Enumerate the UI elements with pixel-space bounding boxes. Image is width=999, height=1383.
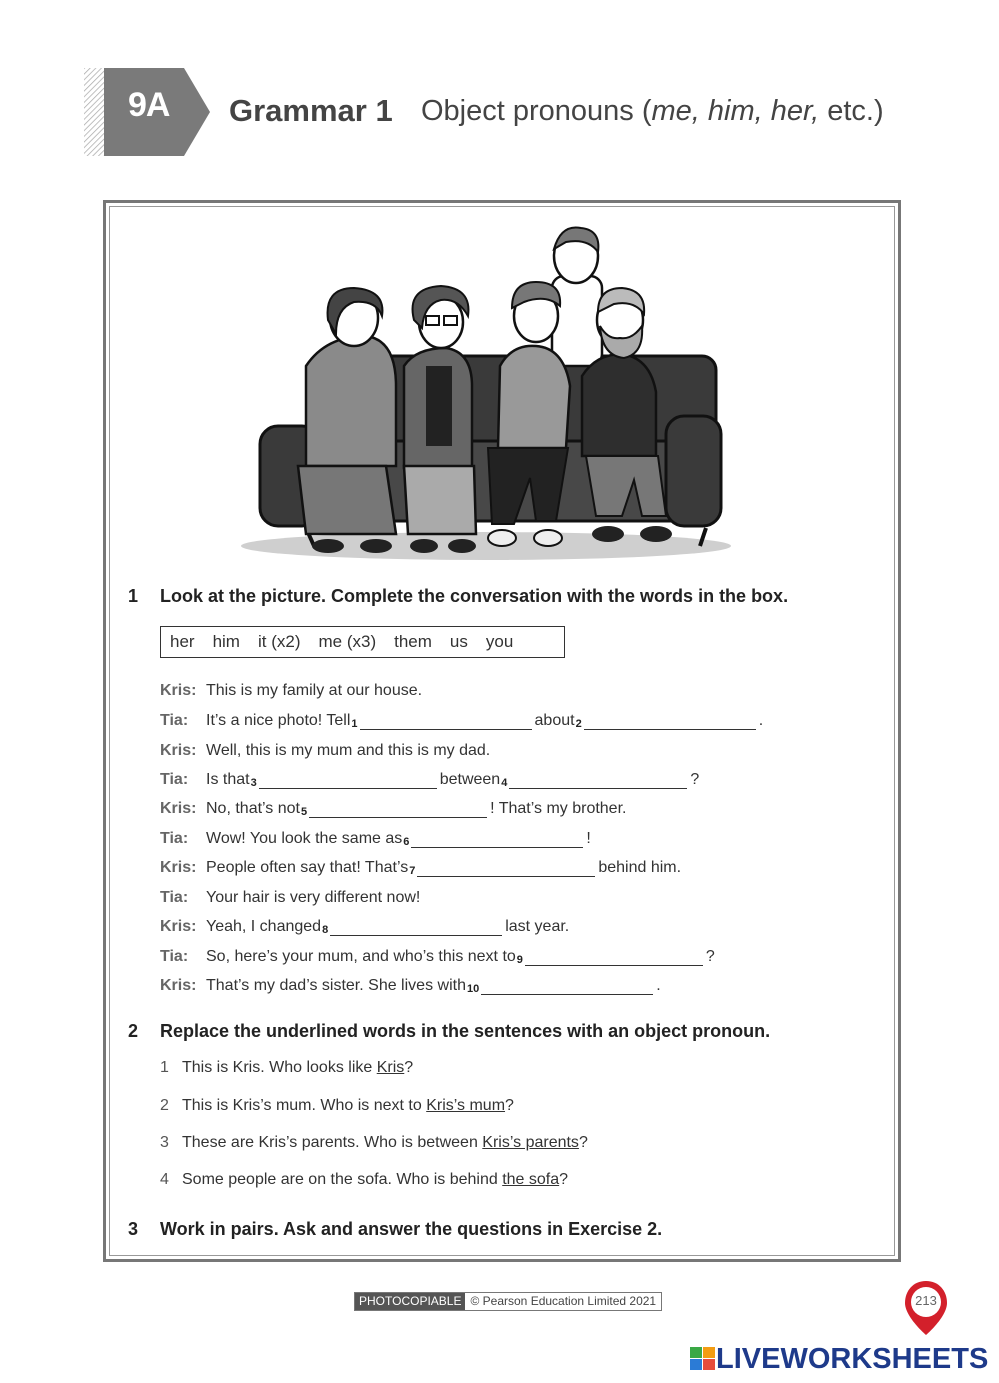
question-item: 2 This is Kris’s mum. Who is next to Kris’s mum? [160,1097,514,1114]
speaker: Tia: [160,712,189,729]
answer-blank-8[interactable] [330,919,502,936]
conversation-line: Kris: Yeah, I changed 8 last year. [160,918,570,936]
answer-blank-1[interactable] [360,713,532,730]
speaker: Tia: [160,948,189,965]
answer-blank-4[interactable] [509,772,687,789]
conversation-line: Tia: It’s a nice photo! Tell 1 about 2 . [160,712,764,730]
answer-blank-10[interactable] [481,978,653,995]
answer-blank-2[interactable] [584,713,756,730]
page-number: 213 [915,1293,937,1308]
conversation-line: Kris: People often say that! That’s 7 behind him. [160,859,682,877]
conversation-line: Kris: That’s my dad’s sister. She lives with 10 . [160,977,661,995]
speaker: Tia: [160,771,189,788]
speaker: Kris: [160,977,197,994]
conversation-line: Tia: Your hair is very different now! [160,889,421,906]
page-subtitle: Object pronouns (me, him, her, etc.) [421,95,884,127]
word-box-item: them [394,632,432,651]
logo-text: LIVEWORKSHEETS [716,1342,989,1375]
conversation-line: Kris: No, that’s not 5 ! That’s my brother. [160,800,627,818]
conversation-line: Tia: Wow! You look the same as 6 ! [160,830,591,848]
page-pin-icon [903,1279,949,1337]
exercise-3-instruction: Work in pairs. Ask and answer the questions in Exercise 2. [160,1219,663,1239]
answer-blank-5[interactable] [309,801,487,818]
answer-blank-6[interactable] [411,831,583,848]
conversation-line: Kris: Well, this is my mum and this is my dad. [160,742,491,759]
speaker: Kris: [160,918,197,935]
question-item: 3 These are Kris’s parents. Who is between Kris’s parents? [160,1134,588,1151]
exercise-3-number: 3 [128,1219,139,1239]
exercise-2-number: 2 [128,1021,139,1041]
conversation-line: Tia: So, here’s your mum, and who’s this next to 9 ? [160,948,715,966]
photocopiable-label: PHOTOCOPIABLE [355,1293,465,1310]
word-box-item: him [212,632,240,651]
word-box [160,626,565,658]
logo-icon [690,1347,716,1371]
liveworksheets-logo[interactable] [690,1344,988,1374]
word-box-item: it (x2) [257,632,301,651]
exercise-1-number: 1 [128,586,139,606]
copyright-text: © Pearson Education Limited 2021 [470,1294,657,1308]
speaker: Kris: [160,682,197,699]
word-box-item: you [485,632,514,651]
speaker: Tia: [160,830,189,847]
conversation-line: Tia: Is that 3 between 4 ? [160,771,700,789]
page-title: Grammar 1 [229,93,393,128]
speaker: Kris: [160,800,197,817]
answer-blank-9[interactable] [525,949,703,966]
speaker: Kris: [160,742,197,759]
question-item: 4 Some people are on the sofa. Who is behind the sofa? [160,1171,569,1188]
word-box-item: her [170,632,195,651]
answer-blank-3[interactable] [259,772,437,789]
exercise-1-instruction: Look at the picture. Complete the conversation with the words in the box. [160,586,789,606]
speaker: Kris: [160,859,197,876]
word-box-item: us [449,632,468,651]
unit-label: 9A [128,86,170,124]
speaker: Tia: [160,889,189,906]
word-box-item: me (x3) [318,632,377,651]
family-on-sofa-illustration [236,216,736,566]
copyright-footer [354,1292,662,1311]
question-item: 1 This is Kris. Who looks like Kris? [160,1059,414,1076]
exercise-2-instruction: Replace the underlined words in the sentences with an object pronoun. [160,1021,771,1041]
conversation-line: Kris: This is my family at our house. [160,682,423,699]
answer-blank-7[interactable] [417,860,595,877]
